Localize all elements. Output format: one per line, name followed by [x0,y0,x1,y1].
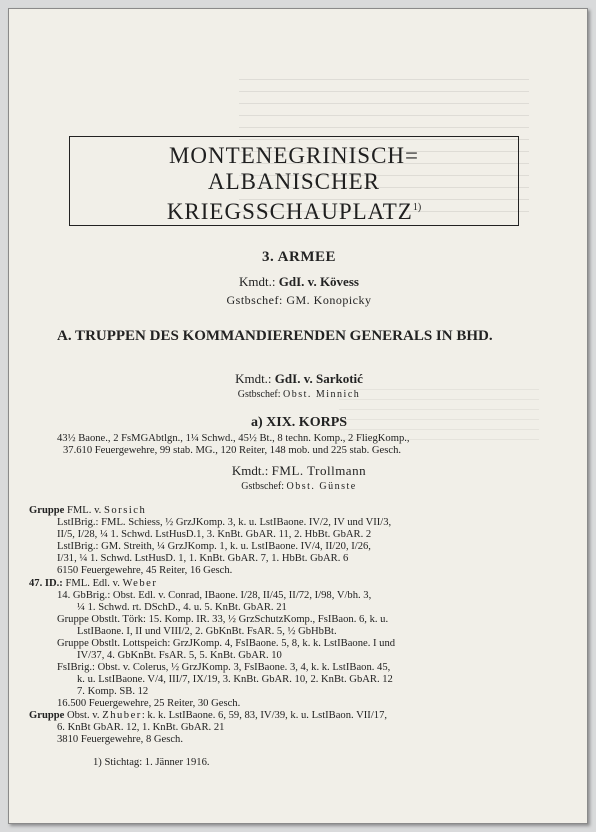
section-a-kommandant: Kmdt.: GdI. v. Sarkotić [235,371,363,386]
division-47-line: 16.500 Feuergewehre, 25 Reiter, 30 Gesch. [57,698,241,709]
division-47-line: Gruppe Obstlt. Törk: 15. Komp. IR. 33, ½ GrzSchutzKomp., FsIBaon. 6, k. u. [57,614,389,625]
footnote: 1) Stichtag: 1. Jänner 1916. [93,757,210,768]
division-47-header: 47. ID.: FML. Edl. v. Weber [29,578,158,589]
division-47-line: k. u. LstIBaone. V/4, III/7, IX/19, 3. KnBt. GbAR. 10, 2. KnBt. GbAR. 12 [77,674,393,685]
division-47-line: 7. Komp. SB. 12 [77,686,149,697]
gruppe-zhuber-line: 3810 Feuergewehre, 8 Gesch. [57,734,184,745]
title-line-3: KRIEGSSCHAUPLATZ$^{1)}$ [166,199,422,224]
title-line-2: ALBANISCHER [207,169,380,194]
gruppe-sorsich-header: Gruppe FML. v. Sorsich [29,505,147,516]
title-box [69,136,519,226]
gruppe-sorsich-line: 6150 Feuergewehre, 45 Reiter, 16 Gesch. [57,565,233,576]
division-47-block [29,578,519,709]
korps-gstbschef: Gstbschef: Obst. Günste [241,481,357,492]
gruppe-sorsich-line: LstIBrig.: GM. Streith, ¼ GrzJKomp. 1, k. u. LstIBaone. IV/4, II/20, I/26, [57,541,371,552]
document-page [29,23,569,813]
gruppe-zhuber-block [29,710,519,745]
korps-kommandant: Kmdt.: FML. Trollmann [231,463,367,478]
gruppe-zhuber-header: Gruppe Obst. v. Zhuber: k. k. LstIBaone. 6, 59, 83, IV/39, k. u. LstIBaon. VII/17, [29,710,388,721]
gruppe-sorsich-block [29,505,519,576]
division-47-line: IV/37, 4. GbKnBt. FsAR. 5, 5. KnBt. GbAR. 10 [77,650,282,661]
korps-summary [57,433,547,457]
division-47-line: Gruppe Obstlt. Lottspeich: GrzJKomp. 4, FsIBaone. 5, 8, k. k. LstIBaone. I und [57,638,396,649]
page-frame [8,8,588,824]
division-47-line: ¼ 1. Schwd. rt. DSchD., 4. u. 5. KnBt. GbAR. 21 [77,602,287,613]
korps-summary-line: 37.610 Feuergewehre, 99 stab. MG., 120 Reiter, 148 mob. und 225 stab. Gesch. [63,445,402,456]
korps-summary-line: 43½ Baone., 2 FsMGAbtlgn., 1¼ Schwd., 45½ Bt., 8 techn. Komp., 2 FliegKomp., [57,433,410,444]
armee-kommandant: Kmdt.: GdI. v. Kövess [239,274,359,289]
division-47-line: LstIBaone. I, II und VIII/2, 2. GbKnBt. FsAR. 5, ½ GbHbBt. [77,626,337,637]
division-47-line: 14. GbBrig.: Obst. Edl. v. Conrad, IBaone. I/28, II/45, II/72, I/98, V/bh. 3, [57,590,372,601]
armee-gstbschef: Gstbschef: GM. Konopicky [226,293,372,307]
title-line-1: MONTENEGRINISCH= [168,143,420,168]
gruppe-sorsich-line: II/5, I/28, ¼ 1. Schwd. LstHusD.1, 3. KnBt. GbAR. 11, 2. HbBt. GbAR. 2 [57,529,372,540]
gruppe-zhuber-line: 6. KnBt GbAR. 12, 1. KnBt. GbAR. 21 [57,722,225,733]
gruppe-sorsich-line: I/31, ¼ 1. Schwd. LstHusD. 1, 1. KnBt. GbAR. 7, 1. HbBt. GbAR. 6 [57,553,349,564]
korps-heading: a) XIX. KORPS [250,415,348,430]
title-footnote-mark: 1) [412,202,422,213]
gruppe-sorsich-line: LstIBrig.: FML. Schiess, ½ GrzJKomp. 3, k. u. LstIBaone. IV/2, IV und VII/3, [57,517,392,528]
armee-heading: 3. ARMEE [261,249,336,265]
section-a-gstbschef: Gstbschef: Obst. Minnich [237,389,361,400]
division-47-line: FsIBrig.: Obst. v. Colerus, ½ GrzJKomp. 3, FsIBaone. 3, 4, k. k. LstIBaon. 45, [57,662,391,673]
section-a-heading: A. TRUPPEN DES KOMMANDIERENDEN GENERALS IN BHD. [57,328,493,344]
